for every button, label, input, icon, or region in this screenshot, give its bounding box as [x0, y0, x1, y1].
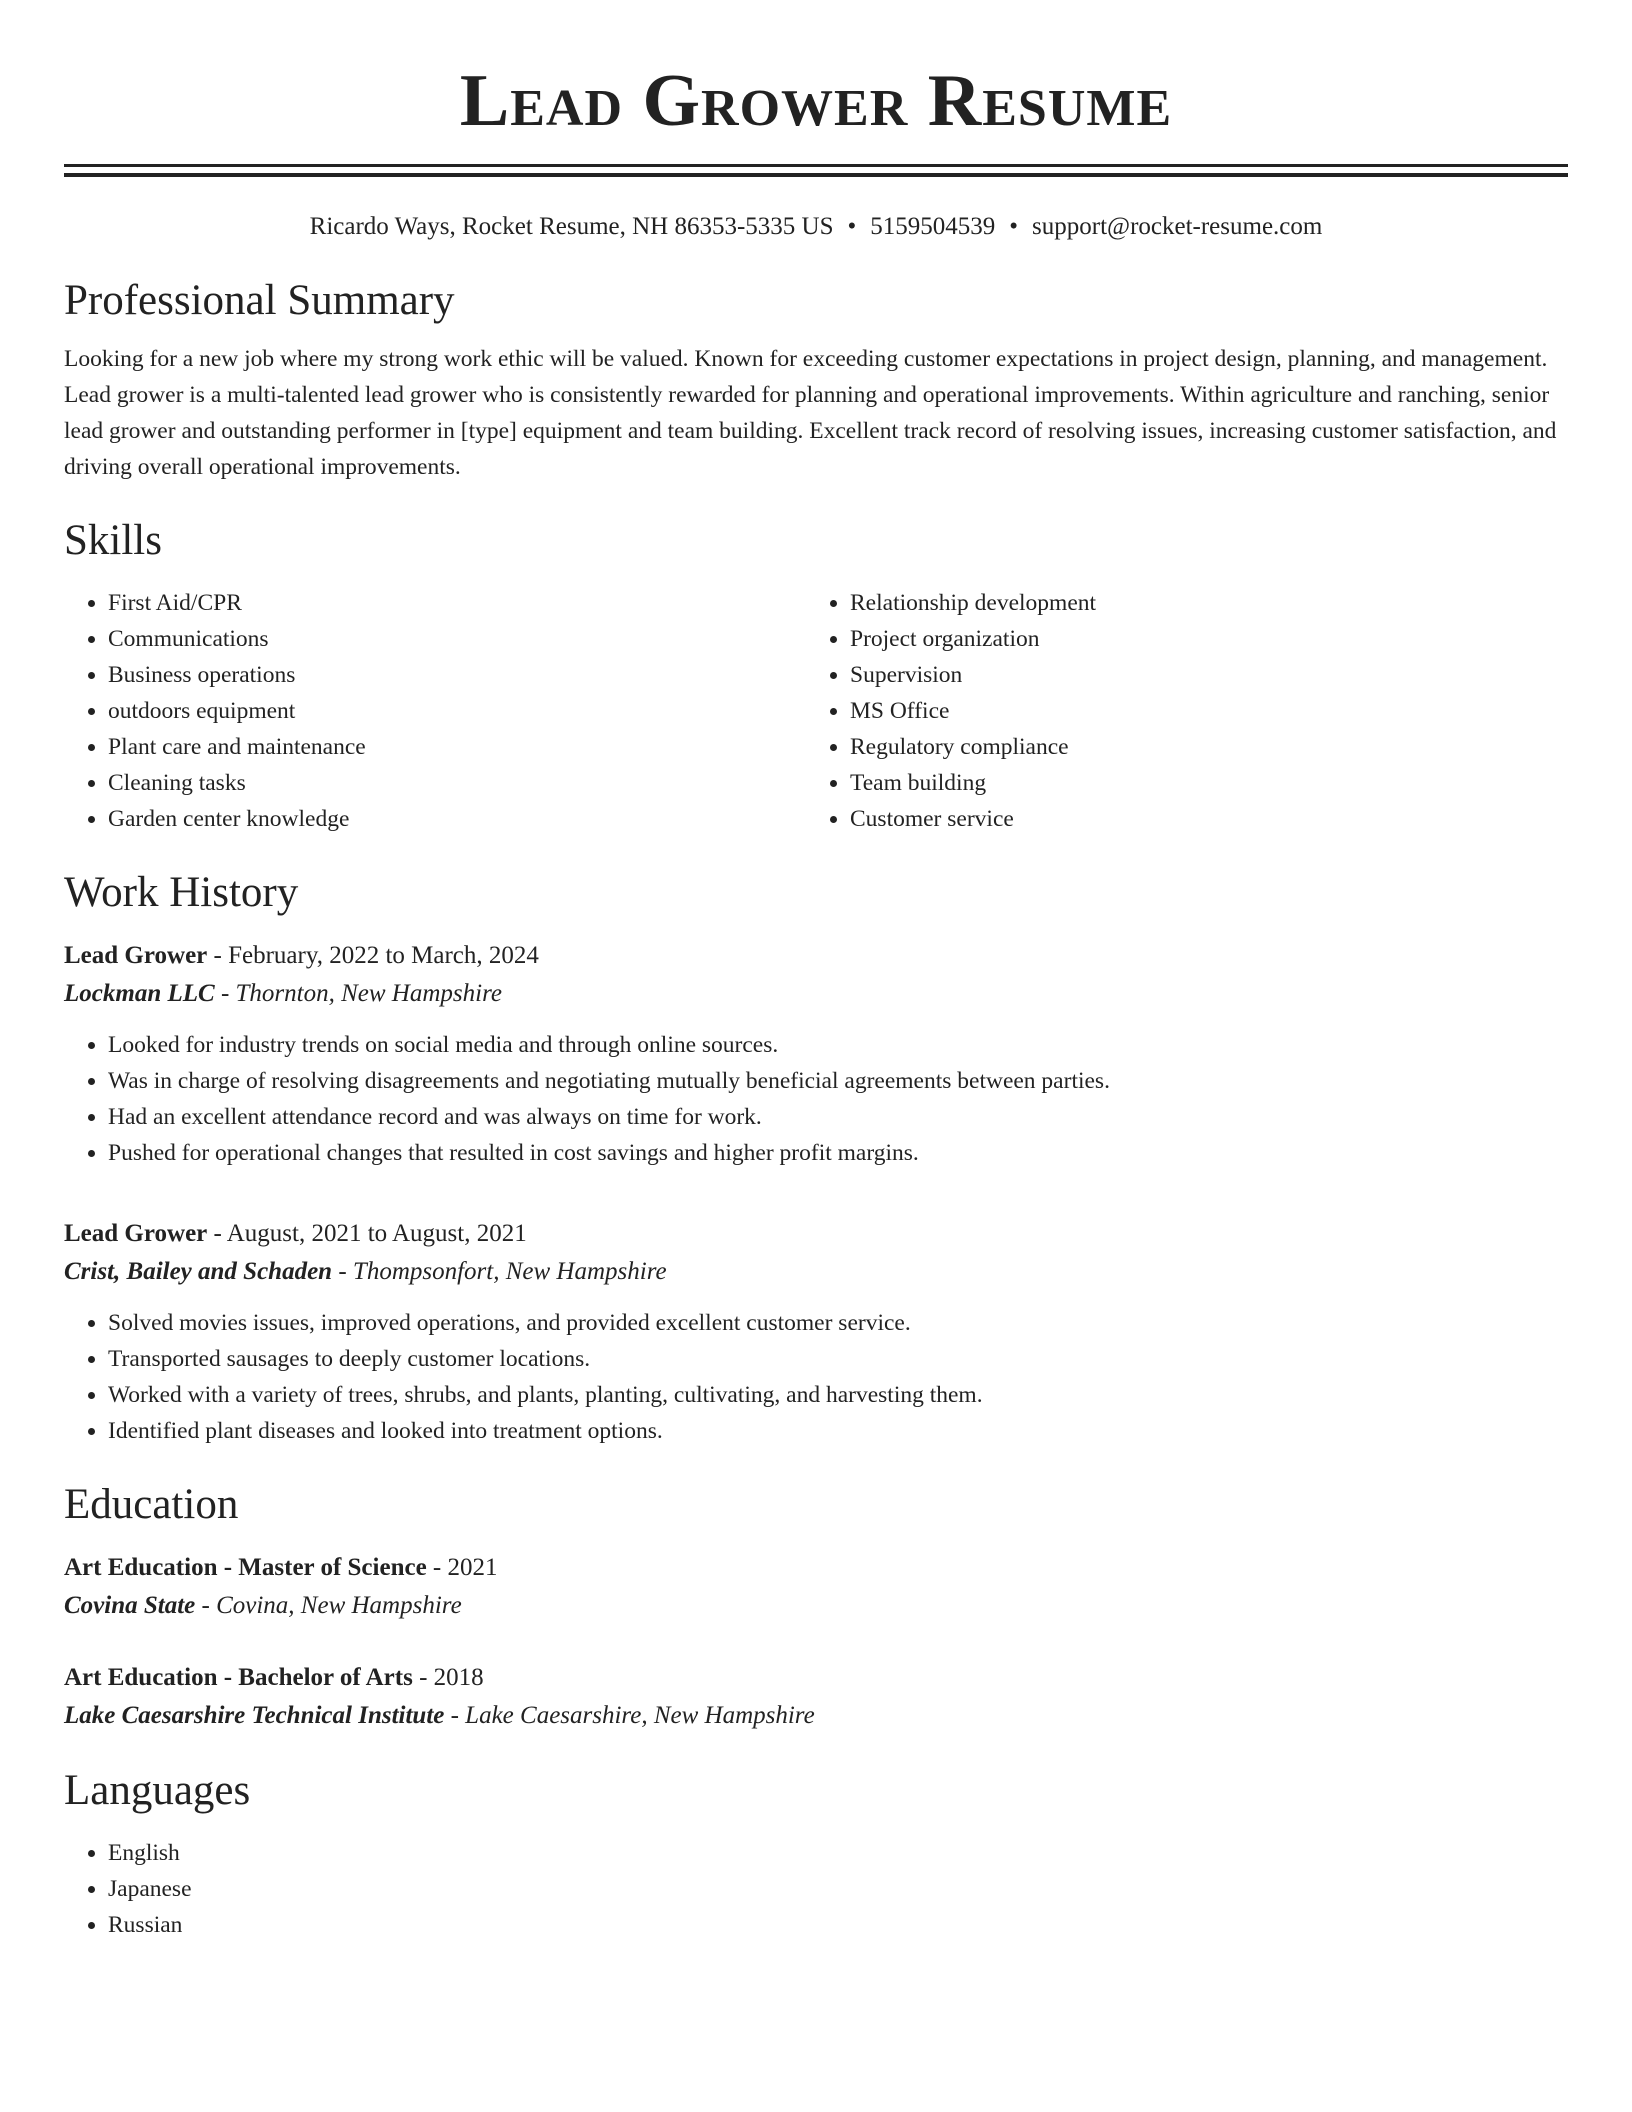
job-duty: • Solved movies issues, improved operations, and provided excellent customer service. [108, 1305, 1568, 1341]
skill-item: • Plant care and maintenance [108, 729, 806, 765]
job-duty: • Worked with a variety of trees, shrubs, and plants, planting, cultivating, and harvesting them. [108, 1377, 1568, 1413]
language-item: • English [108, 1835, 1568, 1871]
job-dates: - August, 2021 to August, 2021 [207, 1220, 527, 1247]
job-duties [64, 1305, 1568, 1449]
job-duty: • Pushed for operational changes that resulted in cost savings and higher profit margins. [108, 1135, 1568, 1171]
skill-item: • Relationship development [850, 585, 1548, 621]
resume-title: Lead Grower Resume [459, 60, 1173, 142]
languages-list [64, 1835, 1568, 1943]
contact-separator: • [1009, 213, 1019, 240]
skills-column-left [64, 585, 806, 837]
language-item: • Russian [108, 1907, 1568, 1943]
job-employer [64, 975, 1568, 1013]
job-duty: • Looked for industry trends on social media and through online sources. [108, 1027, 1568, 1063]
skill-item: • Garden center knowledge [108, 801, 806, 837]
job-company: Lockman LLC [64, 980, 215, 1007]
education-year: - 2018 [412, 1664, 484, 1691]
skill-item: • Team building [850, 765, 1548, 801]
skill-item: • Cleaning tasks [108, 765, 806, 801]
job-location: - Thornton, New Hampshire [214, 980, 502, 1007]
education-location: - Covina, New Hampshire [195, 1592, 462, 1619]
contact-line [64, 211, 1568, 243]
job-duty: • Transported sausages to deeply customer locations. [108, 1341, 1568, 1377]
education-entry [64, 1549, 1568, 1625]
skills-column-right [806, 585, 1548, 837]
job-title: Lead Grower [64, 942, 208, 969]
skill-item: • Customer service [850, 801, 1548, 837]
job-header [64, 937, 1568, 975]
skills-list [64, 585, 1568, 837]
job-duty: • Identified plant diseases and looked into treatment options. [108, 1413, 1568, 1449]
summary-text: Looking for a new job where my strong work ethic will be valued. Known for exceeding customer expectations in project design, planning, and management. Lead grower is a multi-talented lead grower who is consistently rewarded for planning and operational improvements. Within agriculture and ranching, senior lead grower and outstanding performer in [type] equipment and team building. Excellent track record of resolving issues, increasing customer satisfaction, and driving overall operational improvements. [64, 346, 1557, 480]
job-header [64, 1215, 1568, 1253]
education-entry [64, 1659, 1568, 1735]
education-school-line [64, 1697, 1568, 1735]
skill-item: • Communications [108, 621, 806, 657]
job-location: - Thompsonfort, New Hampshire [332, 1258, 667, 1285]
education-degree: Art Education - Master of Science [64, 1554, 427, 1581]
contact-address: Ricardo Ways, Rocket Resume, NH 86353-5335 US [309, 213, 834, 240]
job-company: Crist, Bailey and Schaden [64, 1258, 333, 1285]
skill-item: • First Aid/CPR [108, 585, 806, 621]
education-heading: Education [64, 1481, 239, 1528]
education-degree-line [64, 1549, 1568, 1587]
education-school: Covina State [64, 1592, 196, 1619]
skill-item: • Project organization [850, 621, 1548, 657]
education-degree-line [64, 1659, 1568, 1697]
job-duties [64, 1027, 1568, 1171]
education-degree: Art Education - Bachelor of Arts [64, 1664, 413, 1691]
contact-phone: 5159504539 [870, 213, 996, 240]
skill-item: • outdoors equipment [108, 693, 806, 729]
work-history-heading: Work History [64, 869, 299, 916]
education-location: - Lake Caesarshire, New Hampshire [444, 1702, 815, 1729]
language-item: • Japanese [108, 1871, 1568, 1907]
job-dates: - February, 2022 to March, 2024 [207, 942, 539, 969]
contact-email: support@rocket-resume.com [1032, 213, 1323, 240]
skill-item: • Business operations [108, 657, 806, 693]
summary-heading: Professional Summary [64, 277, 455, 324]
languages-heading: Languages [64, 1767, 251, 1814]
job-title: Lead Grower [64, 1220, 208, 1247]
education-school: Lake Caesarshire Technical Institute [64, 1702, 445, 1729]
skills-heading: Skills [64, 517, 162, 564]
skill-item: • Supervision [850, 657, 1548, 693]
job-duty: • Was in charge of resolving disagreements and negotiating mutually beneficial agreements between parties. [108, 1063, 1568, 1099]
title-divider-top [64, 164, 1568, 167]
job-entry [64, 1215, 1568, 1449]
skill-item: • Regulatory compliance [850, 729, 1548, 765]
job-duty: • Had an excellent attendance record and was always on time for work. [108, 1099, 1568, 1135]
job-employer [64, 1253, 1568, 1291]
contact-separator: • [847, 213, 857, 240]
education-year: - 2021 [426, 1554, 498, 1581]
title-divider-bottom [64, 173, 1568, 177]
job-entry [64, 937, 1568, 1171]
skill-item: • MS Office [850, 693, 1548, 729]
education-school-line [64, 1587, 1568, 1625]
